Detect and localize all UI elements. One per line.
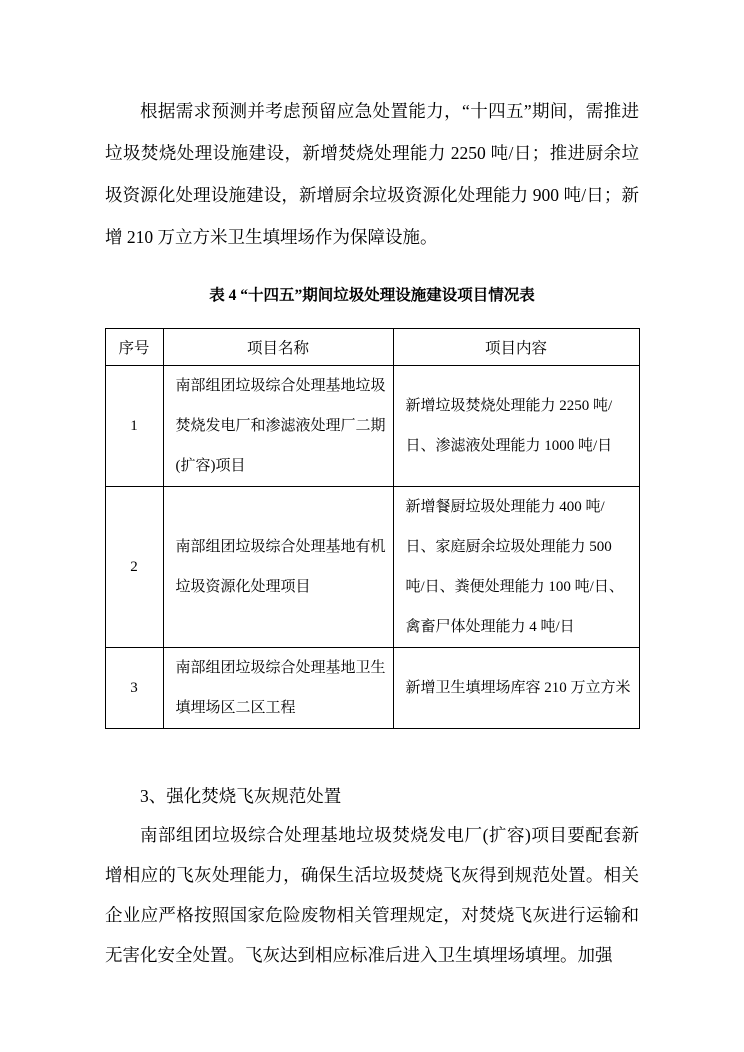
projects-table-body [105,366,639,729]
table-row [105,487,639,648]
header-cell-project-name: 项目名称 [163,329,393,366]
project-name-cell: 南部组团垃圾综合处理基地有机垃圾资源化处理项目 [163,487,393,648]
project-content-cell: 新增垃圾焚烧处理能力 2250 吨/日、渗滤液处理能力 1000 吨/日 [393,366,639,487]
project-content-cell: 新增餐厨垃圾处理能力 400 吨/日、家庭厨余垃圾处理能力 500 吨/日、粪便处理能力 100 吨/日、禽畜尸体处理能力 4 吨/日 [393,487,639,648]
table-title: 表 4 “十四五”期间垃圾处理设施建设项目情况表 [209,287,535,304]
header-cell-project-content: 项目内容 [393,329,639,366]
paragraph-fly-ash: 南部组团垃圾综合处理基地垃圾焚烧发电厂(扩容)项目要配套新增相应的飞灰处理能力，确保生活垃圾焚烧飞灰得到规范处置。相关企业应严格按照国家危险废物相关管理规定，对焚烧飞灰进行运输和无害化安全处置。飞灰达到相应标准后进入卫生填埋场填埋。加强 [105,825,639,965]
table-row [105,648,639,729]
row-index-cell: 1 [105,366,163,487]
row-index-cell: 2 [105,487,163,648]
project-name-cell: 南部组团垃圾综合处理基地垃圾焚烧发电厂和渗滤液处理厂二期(扩容)项目 [163,366,393,487]
row-index-cell: 3 [105,648,163,729]
projects-table [105,328,640,729]
paragraph-intro: 根据需求预测并考虑预留应急处置能力，“十四五”期间，需推进垃圾焚烧处理设施建设，新增焚烧处理能力 2250 吨/日；推进厨余垃圾资源化处理设施建设，新增厨余垃圾资源化处理能力 900 吨/日；新增 210 万立方米卫生填埋场作为保障设施。 [105,101,639,247]
projects-table-header [105,329,639,366]
project-name-cell: 南部组团垃圾综合处理基地卫生填埋场区二区工程 [163,648,393,729]
table-row [105,366,639,487]
header-cell-index: 序号 [105,329,163,366]
header-row [105,329,639,366]
section-heading: 3、强化焚烧飞灰规范处置 [140,786,342,806]
project-content-cell: 新增卫生填埋场库容 210 万立方米 [393,648,639,729]
